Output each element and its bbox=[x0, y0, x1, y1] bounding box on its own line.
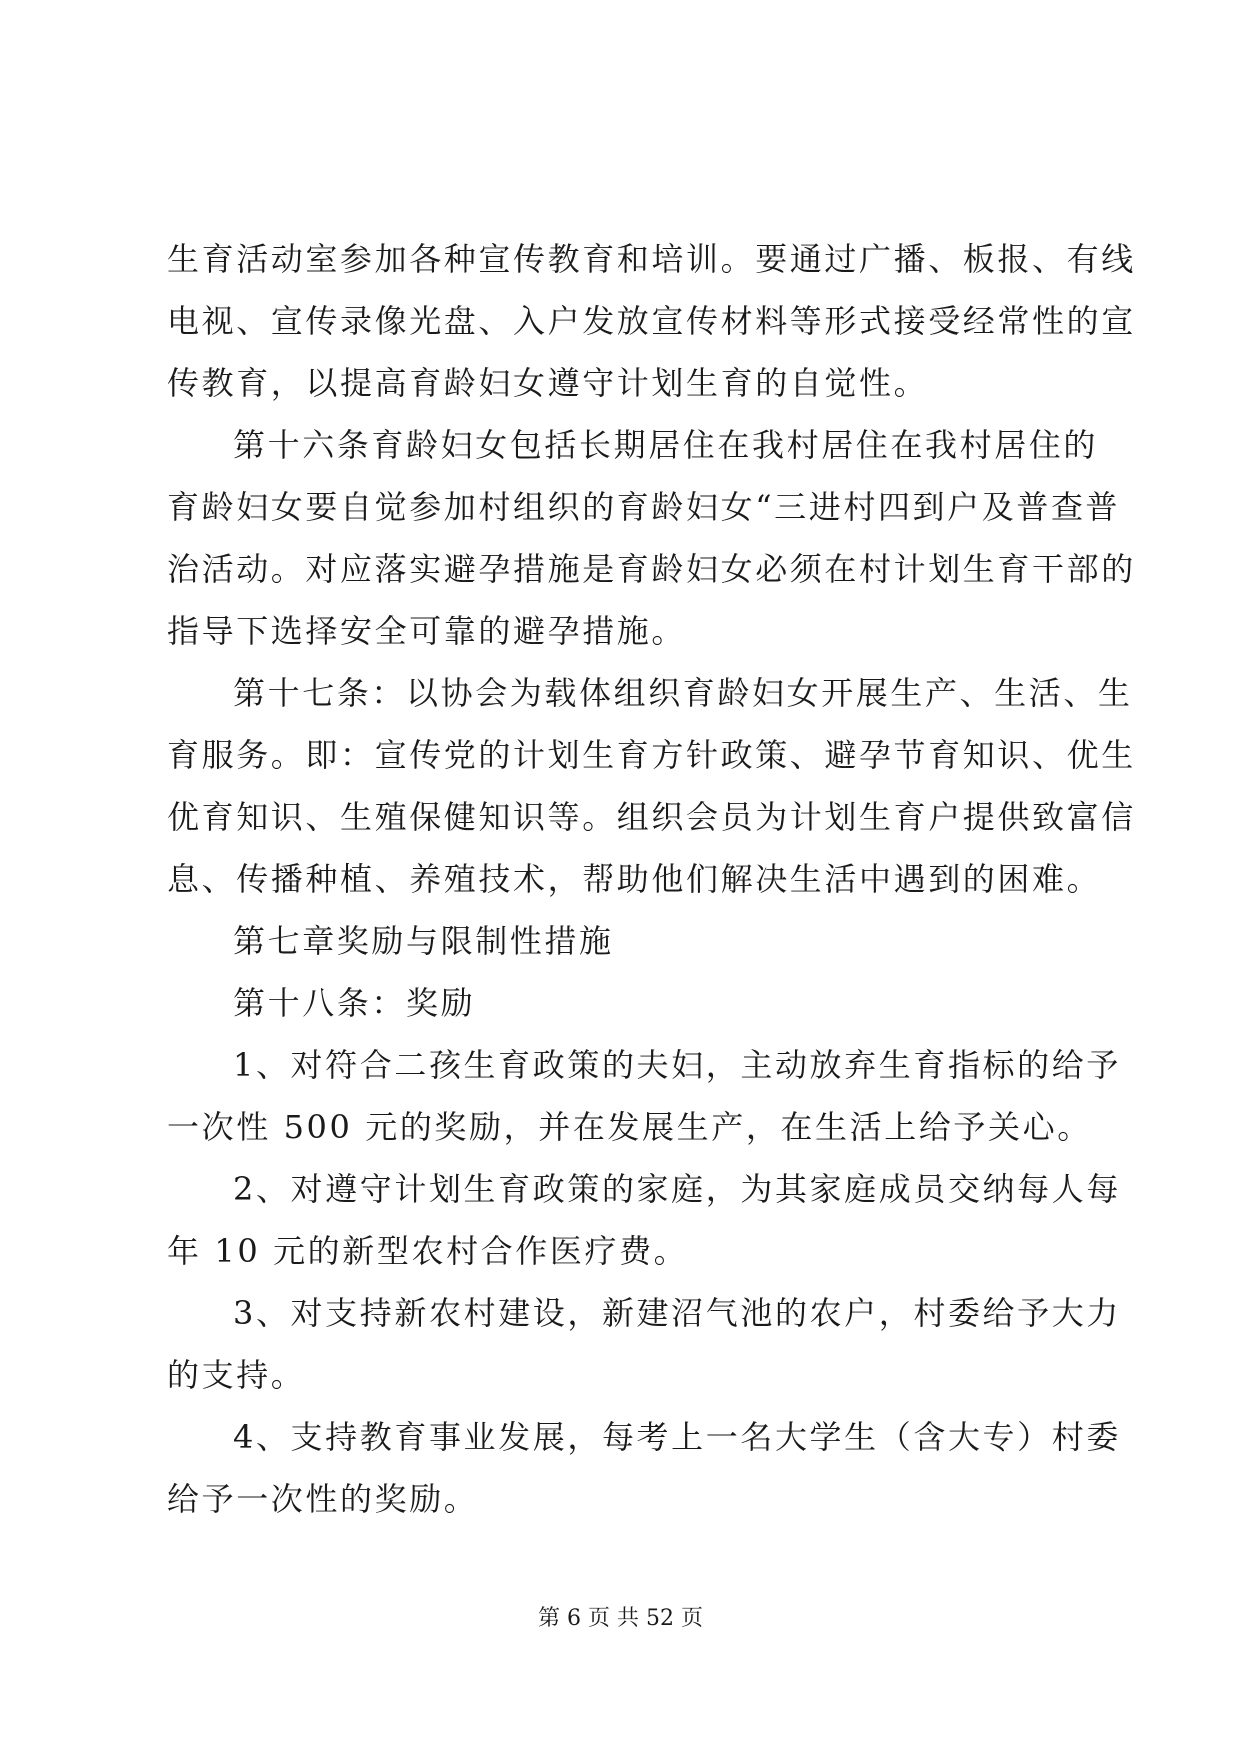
text-line: 2、对遵守计划生育政策的家庭，为其家庭成员交纳每人每 bbox=[233, 1170, 1121, 1208]
article-heading: 第十八条：奖励 bbox=[233, 984, 476, 1022]
text-line: 传教育，以提高育龄妇女遵守计划生育的自觉性。 bbox=[167, 364, 929, 402]
text-line: 电视、宣传录像光盘、入户发放宣传材料等形式接受经常性的宣 bbox=[167, 302, 1136, 340]
text-line: 优育知识、生殖保健知识等。组织会员为计划生育户提供致富信 bbox=[167, 798, 1136, 836]
text-line: 息、传播种植、养殖技术，帮助他们解决生活中遇到的困难。 bbox=[167, 860, 1102, 898]
text-line: 1、对符合二孩生育政策的夫妇，主动放弃生育指标的给予 bbox=[233, 1046, 1121, 1084]
text-line: 生育活动室参加各种宣传教育和培训。要通过广播、板报、有线 bbox=[167, 240, 1136, 278]
page-number-footer: 第 6 页 共 52 页 bbox=[538, 1606, 703, 1631]
text-line: 育龄妇女要自觉参加村组织的育龄妇女“三进村四到户及普查普 bbox=[167, 488, 1121, 526]
text-line: 育服务。即：宣传党的计划生育方针政策、避孕节育知识、优生 bbox=[167, 736, 1136, 774]
text-line: 第十七条：以协会为载体组织育龄妇女开展生产、生活、生 bbox=[233, 674, 1133, 712]
text-line: 年 10 元的新型农村合作医疗费。 bbox=[167, 1232, 689, 1270]
text-line: 治活动。对应落实避孕措施是育龄妇女必须在村计划生育干部的 bbox=[167, 550, 1136, 588]
text-line: 3、对支持新农村建设，新建沼气池的农户，村委给予大力 bbox=[233, 1294, 1121, 1332]
text-line: 4、支持教育事业发展，每考上一名大学生（含大专）村委 bbox=[233, 1418, 1121, 1456]
document-body bbox=[167, 228, 1136, 1530]
text-line: 第十六条育龄妇女包括长期居住在我村居住在我村居住的 bbox=[233, 426, 1099, 464]
chapter-heading: 第七章奖励与限制性措施 bbox=[233, 922, 614, 960]
text-line: 给予一次性的奖励。 bbox=[167, 1480, 479, 1518]
text-line: 指导下选择安全可靠的避孕措施。 bbox=[167, 612, 687, 650]
text-line: 一次性 500 元的奖励，并在发展生产，在生活上给予关心。 bbox=[167, 1108, 1092, 1146]
text-line: 的支持。 bbox=[167, 1356, 306, 1394]
